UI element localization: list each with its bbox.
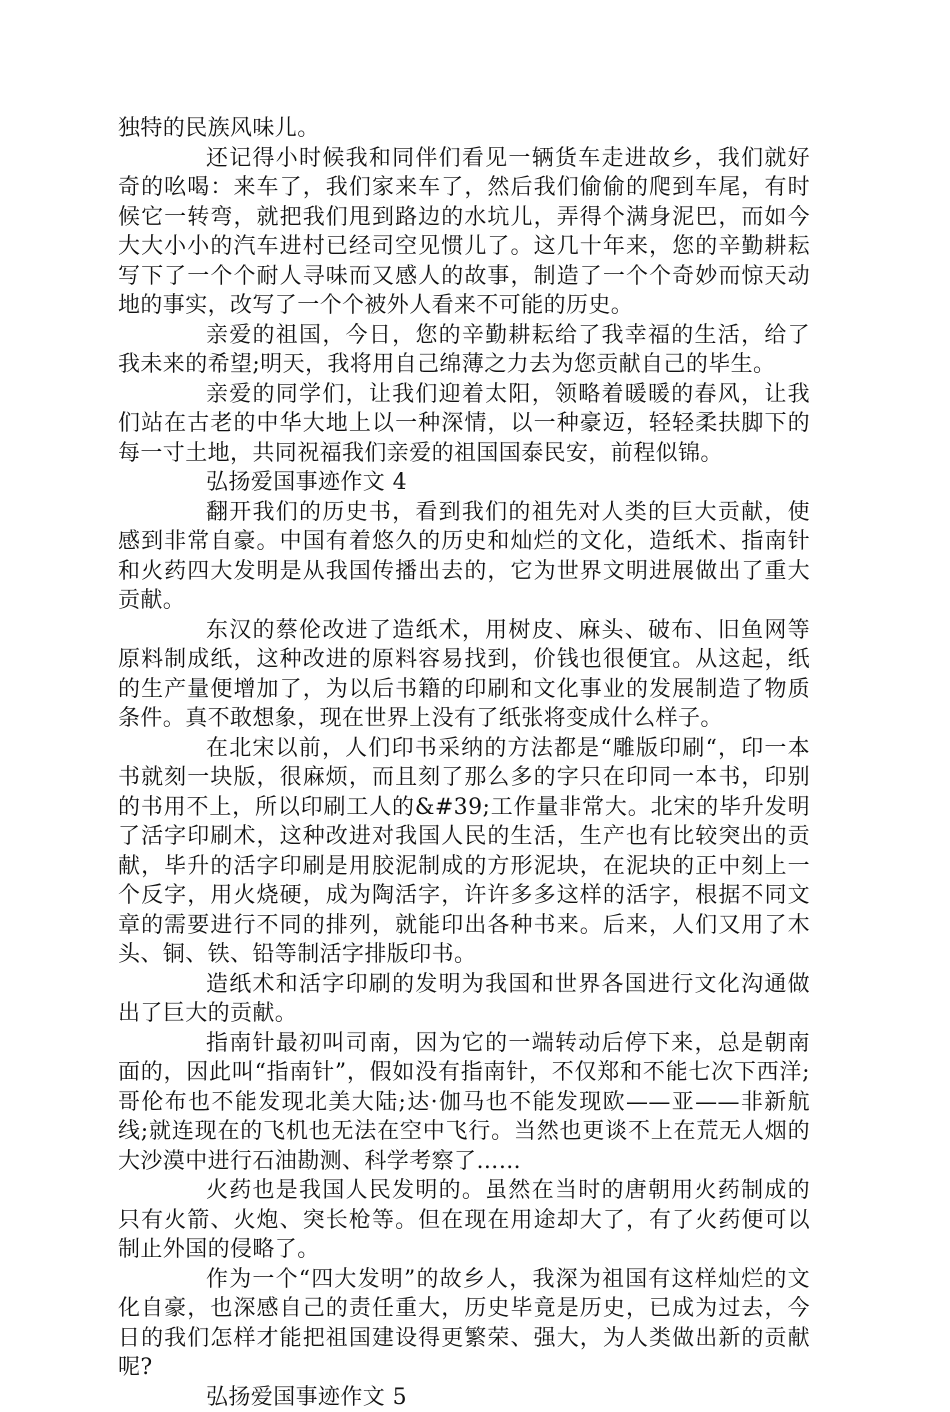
paragraph: 造纸术和活字印刷的发明为我国和世界各国进行文化沟通做出了巨大的贡献。 bbox=[118, 970, 810, 1029]
paragraph: 火药也是我国人民发明的。虽然在当时的唐朝用火药制成的只有火箭、火炮、突长枪等。但在现在用途却大了，有了火药便可以制止外国的侵略了。 bbox=[118, 1176, 810, 1265]
paragraph: 亲爱的同学们，让我们迎着太阳，领略着暖暖的春风，让我们站在古老的中华大地上以一种深情，以一种豪迈，轻轻柔扶脚下的每一寸土地，共同祝福我们亲爱的祖国国泰民安，前程似锦。 bbox=[118, 380, 810, 469]
section-heading: 弘扬爱国事迹作文 5 bbox=[118, 1383, 810, 1412]
section-heading: 弘扬爱国事迹作文 4 bbox=[118, 468, 810, 498]
paragraph: 在北宋以前，人们印书采纳的方法都是“雕版印刷“，印一本书就刻一块版，很麻烦，而且刻了那么多的字只在印同一本书，印别的书用不上，所以印刷工人的&#39;工作量非常大。北宋的毕升发明了活字印刷术，这种改进对我国人民的生活，生产也有比较突出的贡献，毕升的活字印刷是用胶泥制成的方形泥块，在泥块的正中刻上一个反字，用火烧硬，成为陶活字，许许多多这样的活字，根据不同文章的需要进行不同的排列，就能印出各种书来。后来，人们又用了木头、铜、铁、铅等制活字排版印书。 bbox=[118, 734, 810, 970]
paragraph: 翻开我们的历史书，看到我们的祖先对人类的巨大贡献，使感到非常自豪。中国有着悠久的历史和灿烂的文化，造纸术、指南针和火药四大发明是从我国传播出去的，它为世界文明进展做出了重大贡献。 bbox=[118, 498, 810, 616]
paragraph: 还记得小时候我和同伴们看见一辆货车走进故乡，我们就好奇的吆喝：来车了，我们家来车了，然后我们偷偷的爬到车尾，有时候它一转弯，就把我们甩到路边的水坑儿，弄得个满身泥巴，而如今大大小小的汽车进村已经司空见惯儿了。这几十年来，您的辛勤耕耘写下了一个个耐人寻味而又感人的故事，制造了一个个奇妙而惊天动地的事实，改写了一个个被外人看来不可能的历史。 bbox=[118, 144, 810, 321]
paragraph: 东汉的蔡伦改进了造纸术，用树皮、麻头、破布、旧鱼网等原料制成纸，这种改进的原料容易找到，价钱也很便宜。从这起，纸的生产量便增加了，为以后书籍的印刷和文化事业的发展制造了物质条件。真不敢想象，现在世界上没有了纸张将变成什么样子。 bbox=[118, 616, 810, 734]
paragraph: 作为一个“四大发明”的故乡人，我深为祖国有这样灿烂的文化自豪，也深感自己的责任重大，历史毕竟是历史，已成为过去，今日的我们怎样才能把祖国建设得更繁荣、强大，为人类做出新的贡献呢? bbox=[118, 1265, 810, 1383]
document-page bbox=[118, 114, 810, 1412]
paragraph: 指南针最初叫司南，因为它的一端转动后停下来，总是朝南面的，因此叫“指南针”，假如没有指南针，不仅郑和不能七次下西洋;哥伦布也不能发现北美大陆;达·伽马也不能发现欧——亚——非新航线;就连现在的飞机也无法在空中飞行。当然也更谈不上在荒无人烟的大沙漠中进行石油勘测、科学考察了…… bbox=[118, 1029, 810, 1177]
paragraph: 亲爱的祖国，今日，您的辛勤耕耘给了我幸福的生活，给了我未来的希望;明天，我将用自己绵薄之力去为您贡献自己的毕生。 bbox=[118, 321, 810, 380]
paragraph-continuation: 独特的民族风味儿。 bbox=[118, 114, 810, 144]
